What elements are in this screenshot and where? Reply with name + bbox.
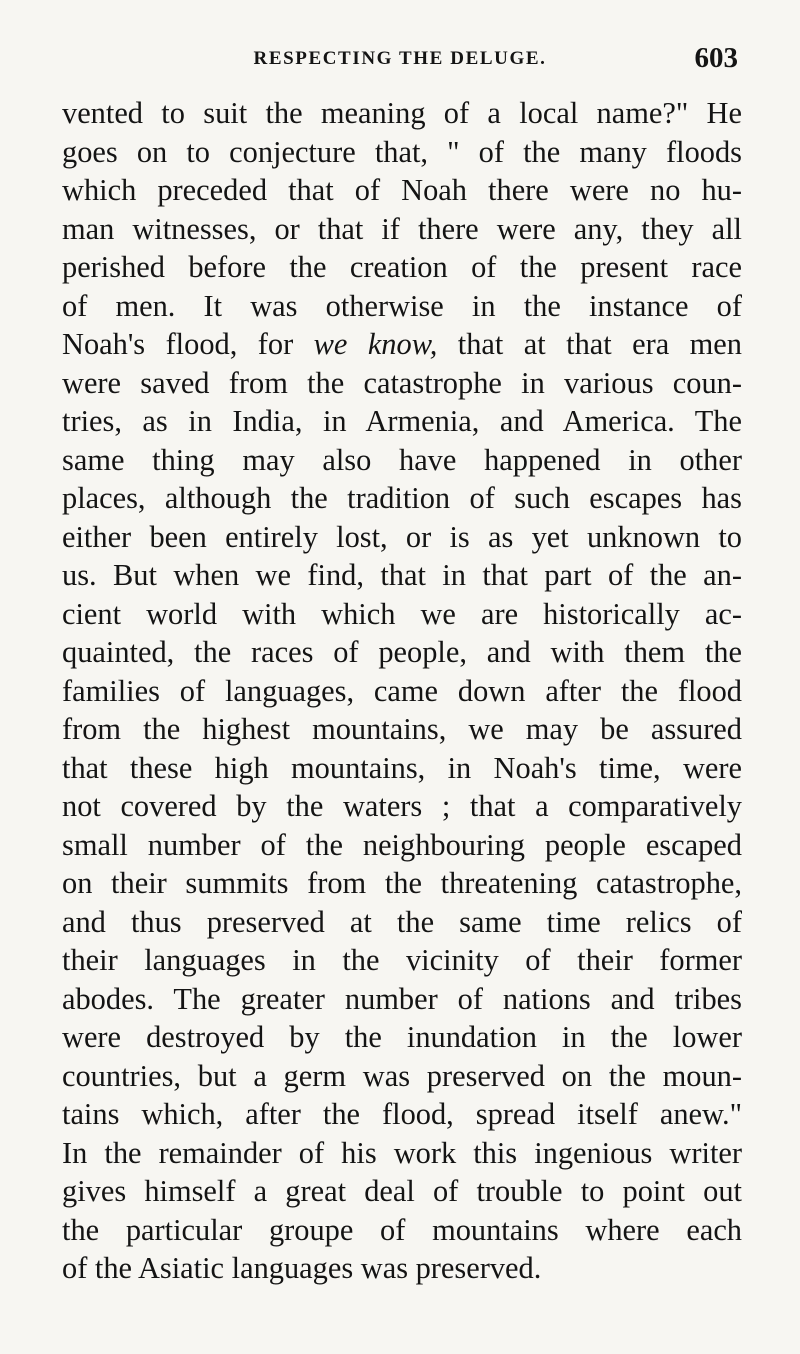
text-line: man witnesses, or that if there were any, they all [62,211,742,246]
text-line: either been entirely lost, or is as yet unknown to [62,519,742,554]
text-line: countries, but a germ was preserved on the moun- [62,1058,742,1093]
text-line: of the Asiatic languages was preserved. [62,1251,542,1285]
text-line-end: that at that era men [437,327,742,361]
body-text [62,94,742,1288]
text-line: places, although the tradition of such escapes has [62,481,742,515]
text-line: In the remainder of his work this ingenious writer [62,1135,742,1170]
text-line: gives himself a great deal of trouble to point out [62,1174,742,1208]
text-line: and thus preserved at the same time relics of [62,904,742,939]
text-line: on their summits from the threatening catastrophe, [62,866,742,900]
text-line: goes on to conjecture that, " of the many floods [62,134,742,169]
text-line: small number of the neighbouring people escaped [62,827,742,862]
text-line: their languages in the vicinity of their former [62,943,742,977]
text-line: same thing may also have happened in other [62,442,742,477]
text-line: were saved from the catastrophe in various coun- [62,365,742,400]
text-line: vented to suit the meaning of a local name?" He [62,96,742,130]
text-line: cient world with which we are historically ac- [62,596,742,631]
running-title: RESPECTING THE DELUGE. [253,48,547,69]
text-line: from the highest mountains, we may be assured [62,712,742,746]
text-line [62,325,742,364]
text-line: tains which, after the flood, spread itself anew." [62,1097,742,1131]
italic-emphasis: we know, [313,327,438,361]
text-line: which preceded that of Noah there were no hu- [62,173,742,207]
running-head [62,40,738,80]
text-line: the particular groupe of mountains where each [62,1212,742,1247]
text-line: abodes. The greater number of nations and tribes [62,981,742,1016]
text-line: were destroyed by the inundation in the lower [62,1020,742,1054]
text-line: quainted, the races of people, and with them the [62,635,742,669]
text-line-start: Noah's flood, for [62,327,314,361]
text-line: perished before the creation of the present race [62,250,742,284]
text-line: of men. It was otherwise in the instance of [62,288,742,323]
text-line: tries, as in India, in Armenia, and America. The [62,404,742,438]
text-line: that these high mountains, in Noah's time, were [62,750,742,785]
text-line: not covered by the waters ; that a comparatively [62,789,742,823]
text-line: us. But when we find, that in that part of the an- [62,558,742,592]
page-number: 603 [694,42,738,74]
text-line: families of languages, came down after the flood [62,673,742,708]
